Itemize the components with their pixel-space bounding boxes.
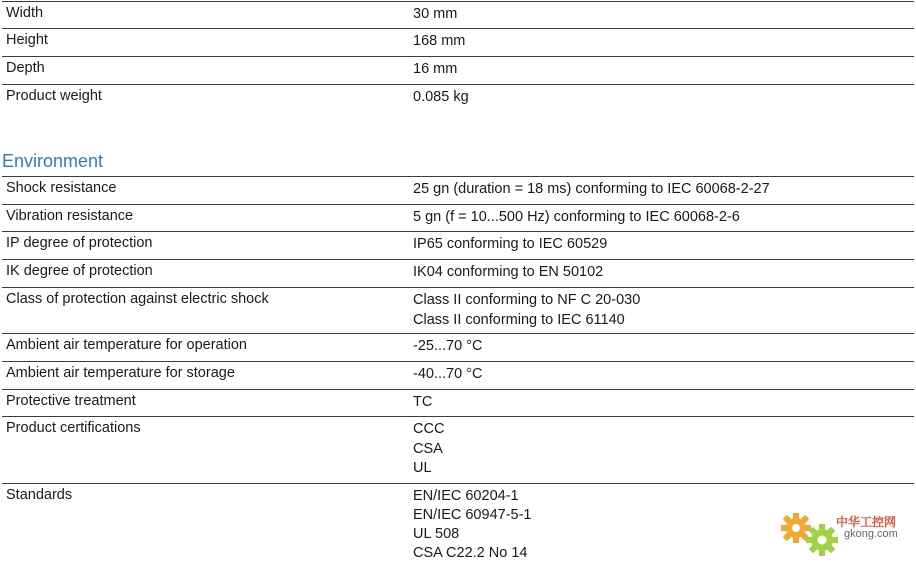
value-line: UL bbox=[413, 460, 432, 476]
value-line: CCC bbox=[413, 421, 445, 437]
env-row-ip-degree bbox=[2, 231, 914, 259]
value-line: Class II conforming to IEC 61140 bbox=[413, 311, 625, 328]
value-line: 0.085 kg bbox=[413, 89, 469, 105]
row-value bbox=[413, 60, 457, 80]
row-value bbox=[413, 180, 770, 200]
row-value bbox=[413, 487, 531, 563]
value-line: -25...70 °C bbox=[413, 338, 483, 354]
row-label: Ambient air temperature for storage bbox=[6, 365, 235, 381]
row-label: Width bbox=[6, 5, 44, 21]
row-value bbox=[413, 263, 603, 283]
value-line: Class II conforming to NF C 20-030 bbox=[413, 292, 641, 308]
row-value bbox=[413, 208, 740, 228]
row-label: IK degree of protection bbox=[6, 263, 153, 279]
value-line: UL 508 bbox=[413, 526, 460, 542]
row-label: Product certifications bbox=[6, 420, 141, 436]
value-line: EN/IEC 60204-1 bbox=[413, 488, 519, 504]
value-line: 25 gn (duration = 18 ms) conforming to IEC 60068-2-27 bbox=[413, 181, 770, 197]
gear-icon bbox=[778, 504, 840, 560]
row-label: IP degree of protection bbox=[6, 235, 153, 251]
value-line: 30 mm bbox=[413, 6, 458, 22]
row-label: Class of protection against electric shock bbox=[6, 291, 269, 307]
row-label: Ambient air temperature for operation bbox=[6, 337, 247, 353]
row-label: Protective treatment bbox=[6, 393, 136, 409]
value-line: CSA bbox=[413, 440, 443, 457]
value-line: IK04 conforming to EN 50102 bbox=[413, 264, 604, 280]
value-line: TC bbox=[413, 394, 433, 410]
env-row-ambient-storage bbox=[2, 361, 914, 389]
env-row-ik-degree bbox=[2, 259, 914, 287]
row-value bbox=[413, 291, 640, 330]
value-line: EN/IEC 60947-5-1 bbox=[413, 507, 532, 523]
dimension-row-height bbox=[2, 28, 914, 56]
row-label: Vibration resistance bbox=[6, 208, 134, 224]
row-label: Standards bbox=[6, 487, 73, 503]
env-row-protective-treatment bbox=[2, 389, 914, 416]
row-label: Height bbox=[6, 32, 48, 48]
row-label: Depth bbox=[6, 60, 45, 76]
env-row-class-of-protection bbox=[2, 287, 914, 333]
row-label: Shock resistance bbox=[6, 180, 117, 196]
value-line: 168 mm bbox=[413, 33, 466, 49]
value-line: IP65 conforming to IEC 60529 bbox=[413, 236, 608, 252]
value-line: 5 gn (f = 10...500 Hz) conforming to IEC 60068-2-6 bbox=[413, 209, 740, 225]
value-line: 16 mm bbox=[413, 61, 458, 77]
env-row-product-certifications bbox=[2, 416, 914, 483]
watermark bbox=[778, 504, 910, 560]
row-value bbox=[413, 32, 465, 52]
row-value bbox=[413, 337, 482, 357]
watermark-text: 中华工控网 bbox=[836, 515, 897, 529]
row-value bbox=[413, 235, 607, 255]
dimension-row-width bbox=[2, 1, 914, 28]
watermark-url: gkong.com bbox=[844, 528, 898, 540]
row-value bbox=[413, 420, 444, 479]
value-line: -40...70 °C bbox=[413, 366, 483, 382]
row-label: Product weight bbox=[6, 88, 102, 104]
row-value bbox=[413, 365, 482, 385]
dimension-row-product-weight bbox=[2, 84, 914, 114]
section-title-environment: Environment bbox=[2, 151, 104, 171]
row-value bbox=[413, 5, 457, 25]
row-value bbox=[413, 88, 469, 108]
dimension-row-depth bbox=[2, 56, 914, 84]
value-line: CSA C22.2 No 14 bbox=[413, 545, 528, 561]
row-value bbox=[413, 393, 432, 413]
env-row-vibration-resistance bbox=[2, 204, 914, 231]
env-row-shock-resistance bbox=[2, 176, 914, 204]
env-row-ambient-operation bbox=[2, 333, 914, 361]
